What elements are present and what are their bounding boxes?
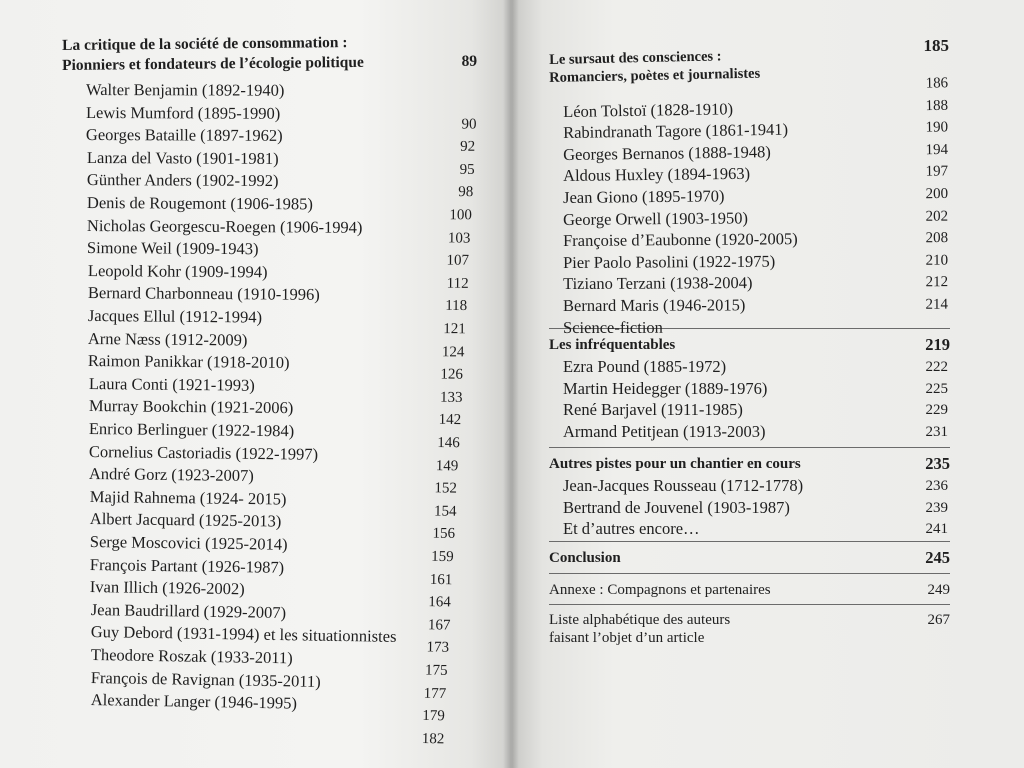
toc-entry-title: Murray Bookchin (1921-2006) (88, 396, 294, 418)
toc-entry-title: Theodore Roszak (1933-2011) (90, 645, 293, 668)
toc-entry-page: 121 (443, 321, 466, 338)
section-title-line1: La critique de la société de consommation : (62, 34, 348, 54)
section-title-line2: Pionniers et fondateurs de l’écologie politique (62, 53, 364, 74)
rule-5 (549, 604, 950, 605)
toc-entry-page: 197 (925, 163, 949, 181)
toc-entry-title: René Barjavel (1911-1985) (563, 400, 743, 419)
toc-entry-page: 107 (446, 252, 470, 269)
toc-entry (563, 95, 949, 121)
toc-entry-title: Simone Weil (1909-1943) (87, 238, 259, 259)
toc-entry-page: 222 (925, 359, 948, 375)
rule-2 (549, 447, 950, 448)
toc-entry-title: Ivan Illich (1926-2002) (90, 577, 246, 599)
toc-entry-title: Léon Tolstoï (1828-1910) (563, 98, 734, 121)
toc-entry-title: Arne Næss (1912-2009) (88, 328, 248, 350)
toc-entry-title: Walter Benjamin (1892-1940) (85, 80, 285, 100)
toc-entry-page: 149 (435, 457, 459, 474)
toc-entry-title: Georges Bataille (1897-1962) (86, 125, 284, 146)
toc-entry-title: Armand Petitjean (1913-2003) (563, 421, 766, 441)
toc-entry-title: Raimon Panikkar (1918-2010) (88, 351, 291, 373)
toc-entry-title: Tiziano Terzani (1938-2004) (563, 273, 753, 294)
toc-entry-page: 214 (925, 296, 949, 313)
toc-entry-page: 154 (433, 503, 457, 520)
section4-title: Conclusion (549, 550, 621, 566)
toc-entry-page: 112 (446, 275, 469, 292)
toc-entry-page: 179 (422, 708, 446, 725)
toc-entry-title: Bernard Charbonneau (1910-1996) (87, 283, 320, 305)
toc-entry-title: Bernard Maris (1946-2015) (563, 295, 746, 315)
toc-entry-page: 142 (438, 412, 462, 429)
section1-title-line1 (549, 45, 809, 68)
toc-entry-page: 210 (925, 252, 949, 269)
toc-entry-title: Jacques Ellul (1912-1994) (87, 306, 263, 327)
toc-entry-title: François Partant (1926-1987) (89, 554, 285, 577)
rule-3 (549, 541, 950, 542)
toc-entry-title: Rabindranath Tagore (1861-1941) (563, 119, 789, 143)
index-title-line1: Liste alphabétique des auteurs (549, 612, 731, 628)
toc-entry-page: 239 (925, 499, 948, 516)
toc-entry-title: Alexander Langer (1946-1995) (91, 690, 298, 713)
toc-entry-page: 236 (925, 478, 948, 494)
toc-entry-page: 225 (925, 380, 948, 397)
toc-entry-page: 231 (925, 423, 948, 440)
index-page-number: 267 (927, 612, 950, 628)
toc-entry-title: Françoise d’Eaubonne (1920-2005) (563, 229, 798, 251)
toc-entry-title: André Gorz (1923-2007) (89, 464, 255, 486)
toc-entry-title: Enrico Berlinguer (1922-1984) (88, 419, 295, 441)
toc-entry-page: 159 (431, 548, 454, 566)
toc-entry-title: Et d’autres encore… (563, 519, 700, 538)
toc-entry-page: 124 (442, 343, 465, 361)
toc-entry-page: 182 (421, 730, 445, 748)
toc-entry-page: 186 (925, 75, 949, 92)
toc-entry-page: 167 (427, 617, 451, 634)
toc-entry-title: Lewis Mumford (1895-1990) (86, 102, 281, 123)
toc-entry-page: 90 (461, 116, 477, 133)
toc-entry-title: François de Ravignan (1935-2011) (90, 667, 322, 691)
toc-entry-page: 173 (426, 639, 449, 657)
toc-entry-page: 202 (925, 208, 949, 225)
toc-entry-page: 152 (434, 480, 458, 497)
toc-entry-page: 161 (429, 571, 453, 588)
toc-entry-page: 188 (925, 97, 949, 114)
toc-entry-title: Georges Bernanos (1888-1948) (563, 142, 771, 164)
toc-entry-title: Nicholas Georgescu-Roegen (1906-1994) (87, 215, 363, 237)
section2-title: Les infréquentables (549, 337, 676, 353)
section1-title-text2: Romanciers, poètes et journalistes (549, 65, 761, 86)
toc-entry-title: Majid Rahnema (1924- 2015) (89, 486, 287, 509)
toc-entry-page: 95 (459, 161, 475, 178)
toc-entry-title: Cornelius Castoriadis (1922-1997) (88, 441, 319, 464)
section4-page-number: 245 (925, 548, 950, 567)
toc-entry-title: Ezra Pound (1885-1972) (563, 357, 727, 376)
section1-title-text1: Le sursaut des consciences : (549, 48, 722, 68)
toc-entry-title: Aldous Huxley (1894-1963) (563, 164, 751, 186)
section1-page-number: 185 (923, 36, 949, 55)
toc-entry-title: Jean Giono (1895-1970) (563, 186, 725, 207)
toc-entry-page: 92 (460, 138, 476, 155)
toc-entry-title: Jean Baudrillard (1929-2007) (90, 599, 286, 622)
toc-entry-title: Bertrand de Jouvenel (1903-1987) (563, 497, 790, 517)
toc-entry-title: Pier Paolo Pasolini (1922-1975) (563, 251, 776, 272)
toc-entry (563, 250, 949, 272)
toc-entry-title: Günther Anders (1902-1992) (86, 170, 279, 191)
toc-entry-page: 177 (423, 685, 447, 702)
toc-entry-title: Lanza del Vasto (1901-1981) (86, 147, 279, 168)
toc-entry-page: 126 (440, 366, 464, 383)
toc-entry-title: Jean-Jacques Rousseau (1712-1778) (563, 476, 804, 495)
toc-entry-page: 175 (424, 662, 448, 679)
toc-entry-page: 241 (925, 521, 948, 537)
toc-entry-title: Serge Moscovici (1925-2014) (89, 532, 288, 554)
toc-entry-title: George Orwell (1903-1950) (563, 207, 748, 229)
toc-entry-title: Laura Conti (1921-1993) (88, 373, 255, 395)
toc-entry-page: 133 (439, 389, 463, 406)
toc-entry-page: 208 (925, 230, 949, 247)
toc-entry-page: 103 (448, 229, 471, 247)
toc-entry-page: 190 (925, 119, 949, 136)
toc-entry-title: Science-fiction (563, 317, 663, 337)
annexe-page-number: 249 (927, 582, 950, 598)
toc-entry-title: Albert Jacquard (1925-2013) (89, 509, 282, 531)
toc-entry (563, 317, 948, 337)
toc-entry-page: 146 (437, 434, 460, 452)
toc-entry-page: 229 (925, 402, 948, 418)
toc-entry-page: 156 (432, 525, 455, 543)
toc-entry (563, 273, 949, 294)
toc-entry-page: 100 (449, 207, 472, 224)
index-title-line2: faisant l’objet d’un article (549, 630, 705, 646)
toc-entry-page: 98 (458, 184, 474, 201)
toc-entry-title: Denis de Rougemont (1906-1985) (86, 193, 313, 214)
toc-entry-page: 194 (925, 141, 949, 158)
toc-entry-title: Leopold Kohr (1909-1994) (87, 260, 268, 282)
toc-entry (563, 295, 949, 315)
toc-entry-title: Guy Debord (1931-1994) et les situationnistes (90, 622, 397, 647)
section-page-number: 89 (461, 52, 478, 70)
rule-4 (549, 573, 950, 574)
toc-entry-title: Martin Heidegger (1889-1976) (563, 378, 768, 398)
toc-entry-page: 200 (925, 185, 949, 203)
section2-page-number: 219 (925, 335, 950, 354)
toc-entry-page: 164 (428, 594, 452, 611)
section3-title: Autres pistes pour un chantier en cours (549, 456, 801, 472)
toc-entry-page: 118 (444, 298, 468, 315)
toc-entry-page: 212 (925, 274, 949, 291)
section3-page-number: 235 (925, 454, 950, 473)
annexe-title: Annexe : Compagnons et partenaires (549, 582, 771, 598)
